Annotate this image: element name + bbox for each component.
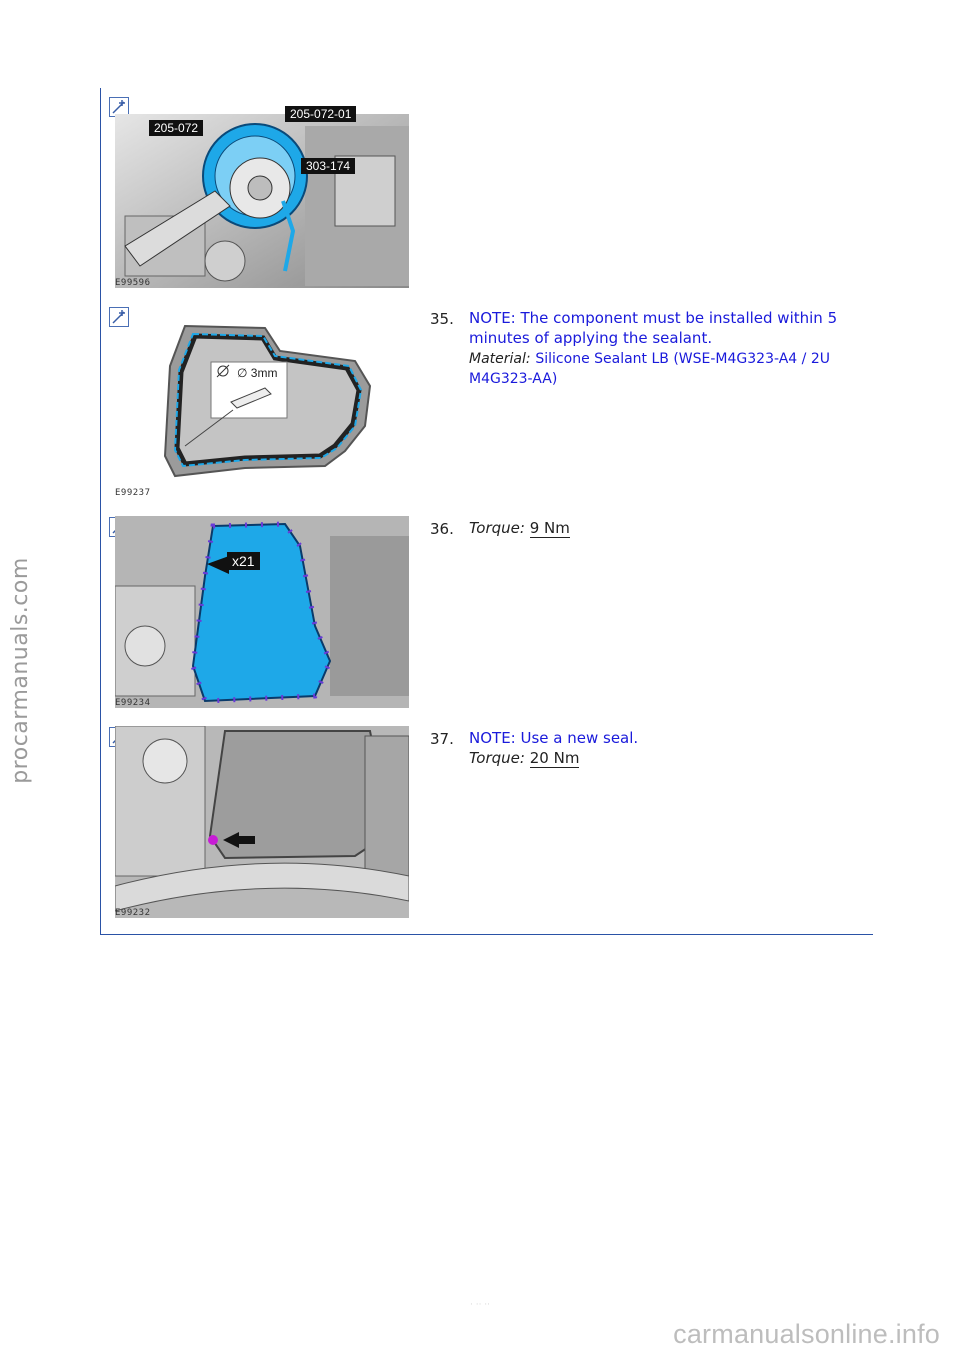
figure-id: E99234 [115, 698, 151, 708]
step-instructions [469, 728, 873, 768]
material-link[interactable]: M4G323-AA) [469, 371, 558, 387]
footer-watermark: carmanualsonline.info [673, 1319, 940, 1349]
step-row [101, 718, 873, 928]
page-mark: · ·· ·· [469, 1300, 491, 1310]
torque-line [469, 748, 873, 768]
side-watermark-text: procarmanuals.com [7, 556, 33, 784]
drain-plug-illustration [115, 726, 409, 918]
step-number: 37. [430, 730, 454, 748]
torque-label: Torque: [469, 519, 525, 537]
step-row [101, 298, 873, 508]
material-link[interactable]: Silicone Sealant LB (WSE-M4G323-A4 / 2U [535, 351, 830, 367]
note-text: NOTE: The component must be installed within 5 [469, 309, 838, 327]
torque-value: 20 Nm [529, 749, 580, 767]
torque-value: 9 Nm [529, 519, 570, 537]
material-label: Material: [469, 351, 531, 367]
torque-label: Torque: [469, 749, 525, 767]
callout-label: 303-174 [301, 158, 355, 174]
step-number: 35. [430, 310, 454, 328]
figure-id: E99237 [115, 488, 151, 498]
step-row [101, 88, 873, 298]
step-row [101, 508, 873, 718]
figure-drain-plug [115, 726, 409, 918]
figure-id: E99232 [115, 908, 151, 918]
torque-line [469, 518, 873, 538]
note-text: NOTE: Use a new seal. [469, 729, 639, 747]
step-instructions [469, 518, 873, 538]
figure-sump-bolts [115, 516, 409, 708]
procedure-frame [100, 88, 873, 935]
engine-sump-illustration [115, 516, 409, 708]
note-text: minutes of applying the sealant. [469, 329, 713, 347]
callout-label: x21 [227, 552, 260, 570]
figure-id: E99596 [115, 278, 151, 288]
callout-label: 205-072 [149, 120, 203, 136]
step-number: 36. [430, 520, 454, 538]
callout-label: 205-072-01 [285, 106, 356, 122]
side-watermark [0, 556, 40, 784]
figure-timing-tool [115, 96, 409, 288]
material-line [469, 348, 873, 369]
callout-label: ∅ 3mm [237, 366, 278, 380]
sump-illustration [115, 306, 409, 498]
figure-sump-sealant [115, 306, 409, 498]
step-instructions [469, 308, 873, 389]
